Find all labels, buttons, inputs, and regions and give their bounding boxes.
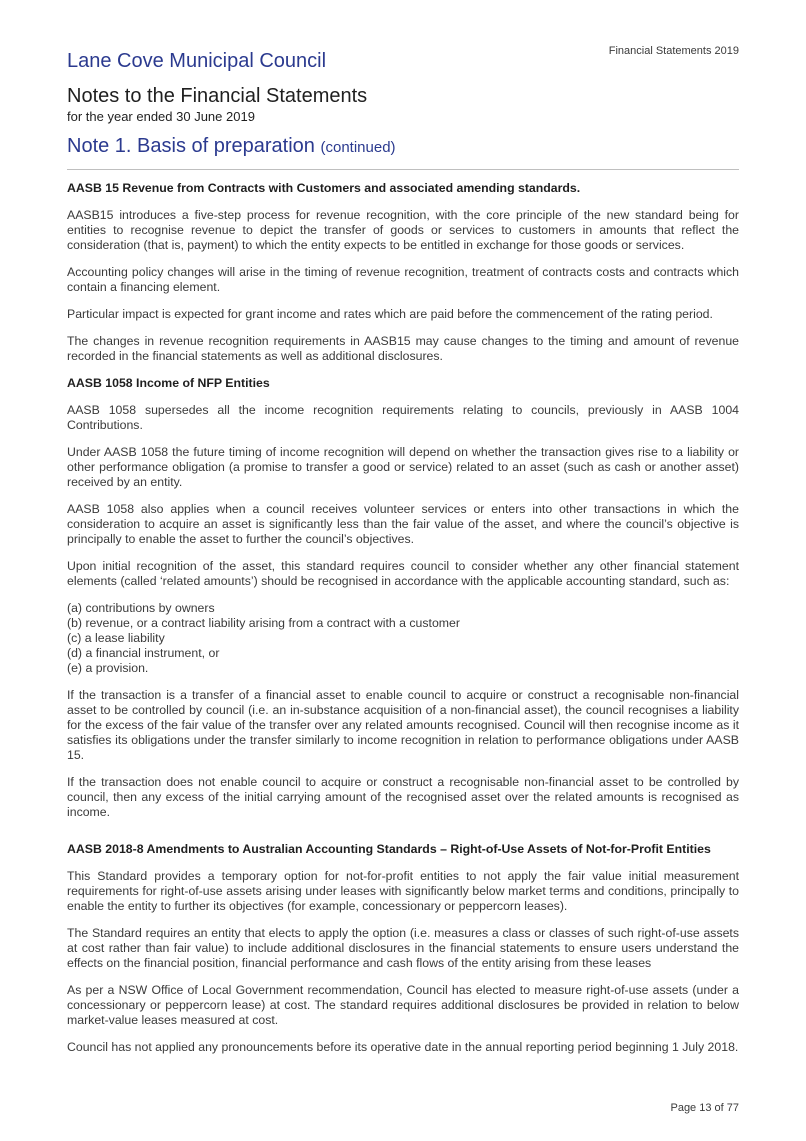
- document-body: [67, 181, 739, 1067]
- section-heading-aasb15: AASB 15 Revenue from Contracts with Customers and associated amending standards.: [67, 181, 581, 195]
- page-title: Notes to the Financial Statements: [67, 85, 368, 107]
- related-amounts-list: [67, 601, 739, 676]
- list-item: (a) contributions by owners: [67, 601, 215, 615]
- paragraph: AASB 1058 also applies when a council receives volunteer services or enters into other transactions in which the consideration to acquire an asset is significantly less than the fair value of the asset, and where the council’s objective is principally to enable the asset to further the council’s objectives.: [67, 502, 739, 546]
- paragraph: If the transaction does not enable council to acquire or construct a recognisable non-financial asset to be controlled by council, then any excess of the initial carrying amount of the recognised asset over the related amounts is recognised as income.: [67, 775, 739, 819]
- section-heading-aasb2018-8: AASB 2018-8 Amendments to Australian Accounting Standards – Right-of-Use Assets of Not-for-Profit Entities: [67, 842, 711, 856]
- list-item: (d) a financial instrument, or: [67, 646, 220, 660]
- paragraph: The changes in revenue recognition requirements in AASB15 may cause changes to the timing and amount of revenue recorded in the financial statements as well as additional disclosures.: [67, 334, 739, 363]
- note-heading-suffix: (continued): [320, 139, 396, 156]
- paragraph: The Standard requires an entity that elects to apply the option (i.e. measures a class or classes of such right-of-use assets at cost rather than fair value) to include additional disclosures in the financial statements to ensure users understand the effects on the financial position, financial performance and cash flows of the entity arising from these leases: [67, 926, 739, 970]
- note-heading-text: Note 1. Basis of preparation: [67, 135, 315, 157]
- list-item: (b) revenue, or a contract liability arising from a contract with a customer: [67, 616, 460, 630]
- paragraph: AASB 1058 supersedes all the income recognition requirements relating to councils, previously in AASB 1004 Contributions.: [67, 403, 739, 432]
- paragraph: Under AASB 1058 the future timing of income recognition will depend on whether the transaction gives rise to a liability or other performance obligation (a promise to transfer a good or service) related to an asset (such as cash or another asset) received by an entity.: [67, 445, 739, 489]
- paragraph: Council has not applied any pronouncements before its operative date in the annual reporting period beginning 1 July 2018.: [67, 1040, 739, 1054]
- header-divider: [67, 169, 739, 170]
- paragraph: Accounting policy changes will arise in the timing of revenue recognition, treatment of contracts costs and contracts which contain a financing element.: [67, 265, 739, 294]
- list-item: (c) a lease liability: [67, 631, 165, 645]
- section-spacer: [67, 832, 739, 842]
- paragraph: This Standard provides a temporary option for not-for-profit entities to not apply the fair value initial measurement requirements for right-of-use assets arising under leases with significantly below market terms and conditions, principally to enable the entity to further its objectives (for example, concessionary or peppercorn leases).: [67, 869, 739, 913]
- paragraph: Upon initial recognition of the asset, this standard requires council to consider whether any other financial statement elements (called ‘related amounts’) should be recognised in accordance with the applicable accounting standard, such as:: [67, 559, 739, 588]
- note-heading: [67, 135, 396, 158]
- paragraph: AASB15 introduces a five-step process for revenue recognition, with the core principle of the new standard being for entities to recognise revenue to depict the transfer of goods or services to customers in amounts that reflect the consideration (that is, payment) to which the entity expects to be entitled in exchange for those goods or services.: [67, 208, 739, 252]
- section-heading-aasb1058: AASB 1058 Income of NFP Entities: [67, 376, 270, 390]
- council-name: Lane Cove Municipal Council: [67, 50, 327, 72]
- page-number: Page 13 of 77: [670, 1102, 739, 1114]
- report-label: Financial Statements 2019: [608, 45, 739, 57]
- paragraph: As per a NSW Office of Local Government recommendation, Council has elected to measure right-of-use assets (under a concessionary or peppercorn lease) at cost. The standard requires additional disclosures be provided in relation to below market-value leases measured at cost.: [67, 983, 739, 1027]
- list-item: (e) a provision.: [67, 661, 149, 675]
- paragraph: Particular impact is expected for grant income and rates which are paid before the commencement of the rating period.: [67, 307, 713, 321]
- paragraph: If the transaction is a transfer of a financial asset to enable council to acquire or construct a recognisable non-financial asset to be controlled by council (i.e. an in-substance acquisition of a non-financial asset), the council recognises a liability for the excess of the fair value of the transfer over any related amounts recognised. Council will then recognise income as it satisfies its obligations under the transfer similarly to income recognition in relation to performance obligations under AASB 15.: [67, 688, 739, 762]
- page-subtitle: for the year ended 30 June 2019: [67, 109, 255, 124]
